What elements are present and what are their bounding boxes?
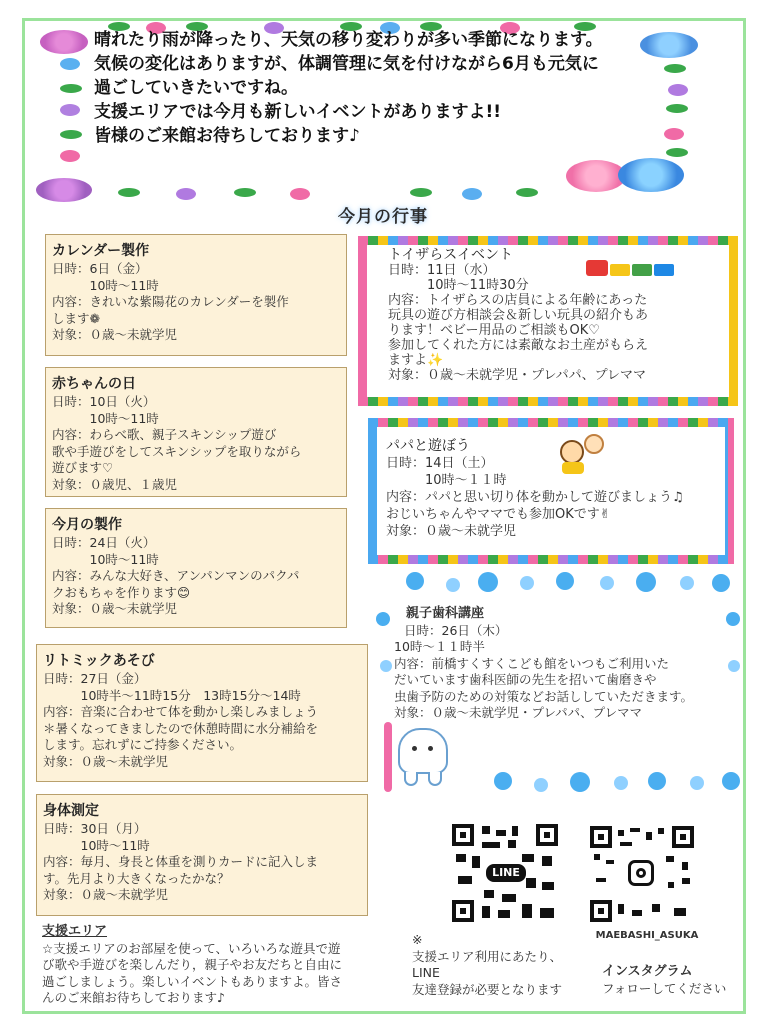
greeting-line: 皆様のご来館お待ちしております♪ — [94, 126, 360, 146]
toothbrush-icon — [384, 722, 392, 792]
decor-dot-icon — [406, 572, 424, 590]
event-line: 日時：27日（金） — [43, 671, 147, 686]
event-title: パパと遊ぼう — [386, 438, 470, 454]
event-baby-day — [45, 367, 347, 497]
toy-train-icon — [586, 258, 678, 280]
event-title: 親子歯科講座 — [406, 606, 485, 621]
hydrangea-bottom-right-blue-icon — [618, 158, 684, 192]
event-line: 内容：わらべ歌、親子スキンシップ遊び — [52, 427, 277, 442]
tooth-icon — [394, 728, 454, 788]
note-line: LINE — [412, 965, 440, 980]
instagram-handle: MAEBASHI_ASUKA — [595, 930, 699, 941]
event-line: 日時：6日（金） — [52, 261, 148, 276]
event-line: 内容：きれいな紫陽花のカレンダーを製作 — [52, 294, 289, 309]
decor-dot-icon — [728, 660, 740, 672]
event-dental — [394, 606, 724, 722]
greeting-line: 支援エリアでは今月も新しいイベントがありますよ!! — [94, 102, 502, 122]
event-line: おじいちゃんやママでも参加OKです✌ — [386, 507, 611, 522]
decor-dot-icon — [520, 576, 534, 590]
event-line: ＊暑くなってきましたので休憩時間に水分補給を — [43, 720, 319, 736]
support-title: 支援エリア — [42, 924, 108, 939]
flower-icon — [290, 188, 310, 200]
papa-and-child-icon — [556, 432, 614, 474]
event-line: 内容：前橋すくすくこども館をいつもご利用いた — [394, 655, 670, 671]
note-line: 友達登録が必要となります — [412, 981, 563, 997]
greeting-line: 気候の変化はありますが、体調管理に気を付けながら6月も元気に — [94, 54, 599, 74]
event-line: 日時：14日（土） — [386, 456, 494, 471]
event-line: クおもちゃを作ります😊 — [52, 584, 191, 600]
event-line: 対象：０歳児、１歳児 — [52, 476, 178, 492]
decor-dot-icon — [446, 578, 460, 592]
event-line: 虫歯予防のための対策などお話ししていただきます。 — [394, 688, 694, 704]
event-line: す。先月より大きくなったかな？ — [43, 870, 230, 886]
greeting-line: 晴れたり雨が降ったり、天気の移り変わりが多い季節になります。 — [94, 30, 603, 50]
event-line: 日時：30日（月） — [43, 821, 147, 836]
line-logo: LINE — [486, 864, 526, 882]
instagram-qr-code[interactable] — [590, 826, 694, 922]
flower-icon — [176, 188, 196, 200]
event-body-measurement — [36, 794, 368, 916]
decor-dot-icon — [600, 576, 614, 590]
section-title: 今月の行事 — [338, 207, 428, 227]
instagram-icon — [628, 860, 654, 886]
bullet-flower-icon — [60, 150, 80, 162]
event-line: 対象：０歳～未就学児・プレパパ、プレママ — [394, 705, 643, 720]
event-line: 歌や手遊びをしてスキンシップを取りながら — [52, 443, 302, 459]
event-line: します❁ — [52, 310, 100, 326]
decor-dot-icon — [556, 572, 574, 590]
event-line: 10時～11時 — [43, 837, 150, 853]
event-crafting — [45, 508, 347, 628]
event-line: 内容：みんな大好き、アンパンマンのパクパ — [52, 568, 300, 583]
event-line: 対象：０歳～未就学児 — [52, 327, 178, 342]
event-line: 対象：０歳～未就学児 — [52, 601, 178, 616]
event-line: ますよ✨ — [388, 353, 444, 368]
event-papa — [380, 438, 726, 556]
event-title: カレンダー製作 — [52, 243, 150, 259]
decor-dot-icon — [712, 574, 730, 592]
decor-dot-icon — [376, 612, 390, 626]
decor-dot-icon — [690, 776, 704, 790]
bullet-leaf-icon — [60, 84, 82, 93]
hydrangea-top-left-icon — [40, 30, 88, 54]
event-calendar — [45, 234, 347, 356]
instagram-sub: フォローしてください — [602, 980, 727, 996]
instagram-note — [602, 964, 742, 997]
decor-dot-icon — [570, 772, 590, 792]
decor-dot-icon — [614, 776, 628, 790]
event-title: 今月の製作 — [52, 517, 122, 533]
decor-dot-icon — [534, 778, 548, 792]
event-line: 日時：10日（火） — [52, 394, 156, 409]
decor-dot-icon — [680, 576, 694, 590]
support-line: 過ごしましょう。楽しいイベントもありますよ。皆さ — [42, 973, 343, 989]
event-line: 内容：毎月、身長と体重を測りカードに記入しま — [43, 854, 319, 869]
event-line: 参加してくれた方には素敵なお土産がもらえ — [388, 338, 649, 353]
event-line: 10時～11時30分 — [388, 278, 529, 293]
greeting-line: 過ごしていきたいですね。 — [94, 78, 298, 98]
event-title: リトミックあそび — [43, 653, 155, 669]
event-title: トイザらスイベント — [388, 247, 514, 263]
event-line: 対象：０歳～未就学児・プレパパ、プレママ — [388, 368, 647, 383]
leaf-icon — [234, 188, 256, 197]
decor-dot-icon — [726, 612, 740, 626]
decor-dot-icon — [380, 660, 392, 672]
instagram-title: インスタグラム — [602, 964, 693, 979]
event-line: 対象：０歳～未就学児 — [43, 887, 169, 902]
line-note — [412, 932, 602, 998]
event-line: 内容：パパと思い切り体を動かして遊びましょう♫ — [386, 490, 684, 505]
decor-dot-icon — [494, 772, 512, 790]
decor-dot-icon — [636, 572, 656, 592]
event-line: 日時：11日（水） — [388, 263, 496, 278]
event-line: します。忘れずにご持参ください。 — [43, 737, 243, 752]
support-line: んのご来館お待ちしております♪ — [42, 990, 225, 1005]
note-line: 支援エリア利用にあたり、 — [412, 948, 563, 964]
support-line: び歌や手遊びを楽しんだり，親子やお友だちと自由に — [42, 957, 343, 972]
event-line: 玩具の遊び方相談会＆新しい玩具の紹介もあ — [388, 308, 649, 323]
event-title: 赤ちゃんの日 — [52, 376, 136, 392]
event-line: 日時：24日（火） — [52, 535, 156, 550]
event-line: 10時半～11時15分 13時15分～14時 — [43, 687, 301, 703]
event-line: だいています歯科医師の先生を招いて歯磨きや — [394, 672, 657, 687]
event-line: 対象：０歳～未就学児 — [43, 753, 169, 769]
support-line: ☆支援エリアのお部屋を使って、いろいろな遊具で遊 — [42, 940, 341, 956]
greeting-message — [94, 28, 694, 148]
flower-icon — [462, 188, 482, 200]
hydrangea-bottom-left-icon — [36, 178, 92, 202]
bullet-flower-icon — [60, 104, 80, 116]
event-line: 10時～１１時 — [386, 473, 507, 488]
event-line: 日時：26日（木） — [404, 622, 508, 638]
event-line: 遊びます♡ — [52, 460, 114, 475]
decor-dot-icon — [648, 772, 666, 790]
event-title: 身体測定 — [43, 803, 99, 819]
event-line: ります！ベビー用品のご相談もOK♡ — [388, 323, 600, 338]
support-area — [42, 924, 392, 1007]
event-line: 10時～11時 — [52, 277, 159, 293]
bullet-leaf-icon — [60, 130, 82, 139]
line-qr-code[interactable] — [452, 824, 558, 922]
leaf-icon — [516, 188, 538, 197]
event-line: 10時～11時 — [52, 410, 159, 426]
event-rhythmic — [36, 644, 368, 782]
decor-dot-icon — [478, 572, 498, 592]
decor-dot-icon — [722, 772, 740, 790]
hydrangea-bottom-right-pink-icon — [566, 160, 626, 192]
leaf-icon — [666, 148, 688, 157]
leaf-icon — [118, 188, 140, 197]
event-line: 内容：トイザらスの店員による年齢にあった — [388, 293, 648, 308]
bullet-flower-icon — [60, 58, 80, 70]
event-line: 10時～11時 — [52, 551, 159, 567]
leaf-icon — [410, 188, 432, 197]
event-line: 内容：音楽に合わせて体を動かし楽しみましょう — [43, 704, 319, 719]
note-mark: ※ — [412, 932, 423, 947]
event-line: 対象：０歳～未就学児 — [386, 524, 517, 539]
event-line: 10時～１１時半 — [394, 639, 485, 654]
